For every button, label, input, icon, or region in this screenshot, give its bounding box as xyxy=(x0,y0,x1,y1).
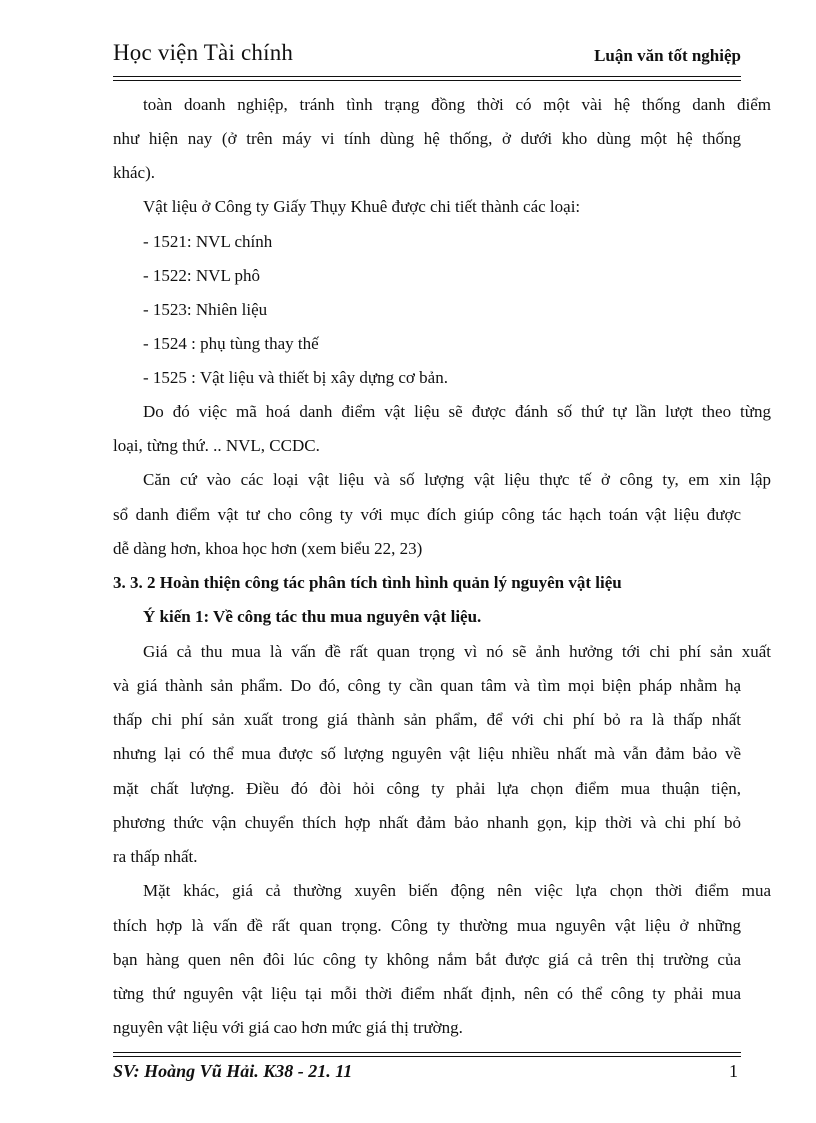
paragraph-line: và giá thành sản phẩm. Do đó, công ty cần quan tâm và tìm mọi biện pháp nhằm hạ xyxy=(113,676,741,695)
paragraph-line: Mặt khác, giá cả thường xuyên biến động nên việc lựa chọn thời điểm mua xyxy=(143,881,771,900)
paragraph-line: toàn doanh nghiệp, tránh tình trạng đồng thời có một vài hệ thống danh điểm xyxy=(143,95,771,114)
paragraph-line: từng thứ nguyên vật liệu tại mỗi thời điểm nhất định, nên có thể công ty phải mua xyxy=(113,984,741,1003)
paragraph-line: Do đó việc mã hoá danh điểm vật liệu sẽ được đánh số thứ tự lần lượt theo từng xyxy=(143,402,771,421)
paragraph-line: phương thức vận chuyển thích hợp nhất đảm bảo nhanh gọn, kịp thời và chi phí bỏ xyxy=(113,813,741,832)
header-rule-thin xyxy=(113,80,741,81)
paragraph-line: dễ dàng hơn, khoa học hơn (xem biểu 22, 23) xyxy=(113,539,423,558)
paragraph-line: mặt chất lượng. Điều đó đòi hỏi công ty phải lựa chọn điểm mua thuận tiện, xyxy=(113,779,741,798)
list-item: - 1524 : phụ tùng thay thế xyxy=(143,334,319,353)
institution-name: Học viện Tài chính xyxy=(113,40,294,65)
section-heading: 3. 3. 2 Hoàn thiện công tác phân tích tình hình quản lý nguyên vật liệu xyxy=(113,573,622,592)
paragraph-line: thấp chi phí sản xuất trong giá thành sản phẩm, để với chi phí bỏ ra là thấp nhất xyxy=(113,710,741,729)
paragraph-line: nguyên vật liệu với giá cao hơn mức giá thị trường. xyxy=(113,1018,463,1037)
list-item: - 1522: NVL phô xyxy=(143,266,260,285)
page-header xyxy=(113,40,741,80)
footer-rule xyxy=(113,1056,741,1057)
document-type: Luận văn tốt nghiệp xyxy=(594,46,741,65)
header-rule xyxy=(113,76,741,77)
paragraph-line: ra thấp nhất. xyxy=(113,847,198,866)
footer-rule-thin xyxy=(113,1052,741,1053)
paragraph-line: khác). xyxy=(113,163,156,182)
paragraph-line: Giá cả thu mua là vấn đề rất quan trọng vì nó sẽ ảnh hưởng tới chi phí sản xuất xyxy=(143,642,771,661)
paragraph-line: Căn cứ vào các loại vật liệu và số lượng vật liệu thực tế ở công ty, em xin lập xyxy=(143,470,771,489)
list-item: - 1525 : Vật liệu và thiết bị xây dựng cơ bản. xyxy=(143,368,448,387)
paragraph-line: loại, từng thứ. .. NVL, CCDC. xyxy=(113,436,320,455)
paragraph-line: bạn hàng quen nên đôi lúc công ty không nắm bắt được giá cả trên thị trường của xyxy=(113,950,741,969)
paragraph-line: thích hợp là vấn đề rất quan trọng. Công ty thường mua nguyên vật liệu ở những xyxy=(113,916,741,935)
page-number: 1 xyxy=(729,1061,738,1081)
paragraph-line: Vật liệu ở Công ty Giấy Thụy Khuê được chi tiết thành các loại: xyxy=(143,197,581,216)
paragraph-line: như hiện nay (ở trên máy vi tính dùng hệ thống, ở dưới kho dùng một hệ thống xyxy=(113,129,741,148)
list-item: - 1523: Nhiên liệu xyxy=(143,300,268,319)
paragraph-line: nhưng lại có thể mua được số lượng nguyên vật liệu nhiều nhất mà vẫn đảm bảo về xyxy=(113,744,741,763)
student-info: SV: Hoàng Vũ Hải. K38 - 21. 11 xyxy=(113,1061,353,1081)
paragraph-line: sổ danh điểm vật tư cho công ty với mục đích giúp công tác hạch toán vật liệu được xyxy=(113,505,741,524)
subsection-heading: Ý kiến 1: Về công tác thu mua nguyên vật liệu. xyxy=(143,607,482,626)
list-item: - 1521: NVL chính xyxy=(143,232,273,251)
